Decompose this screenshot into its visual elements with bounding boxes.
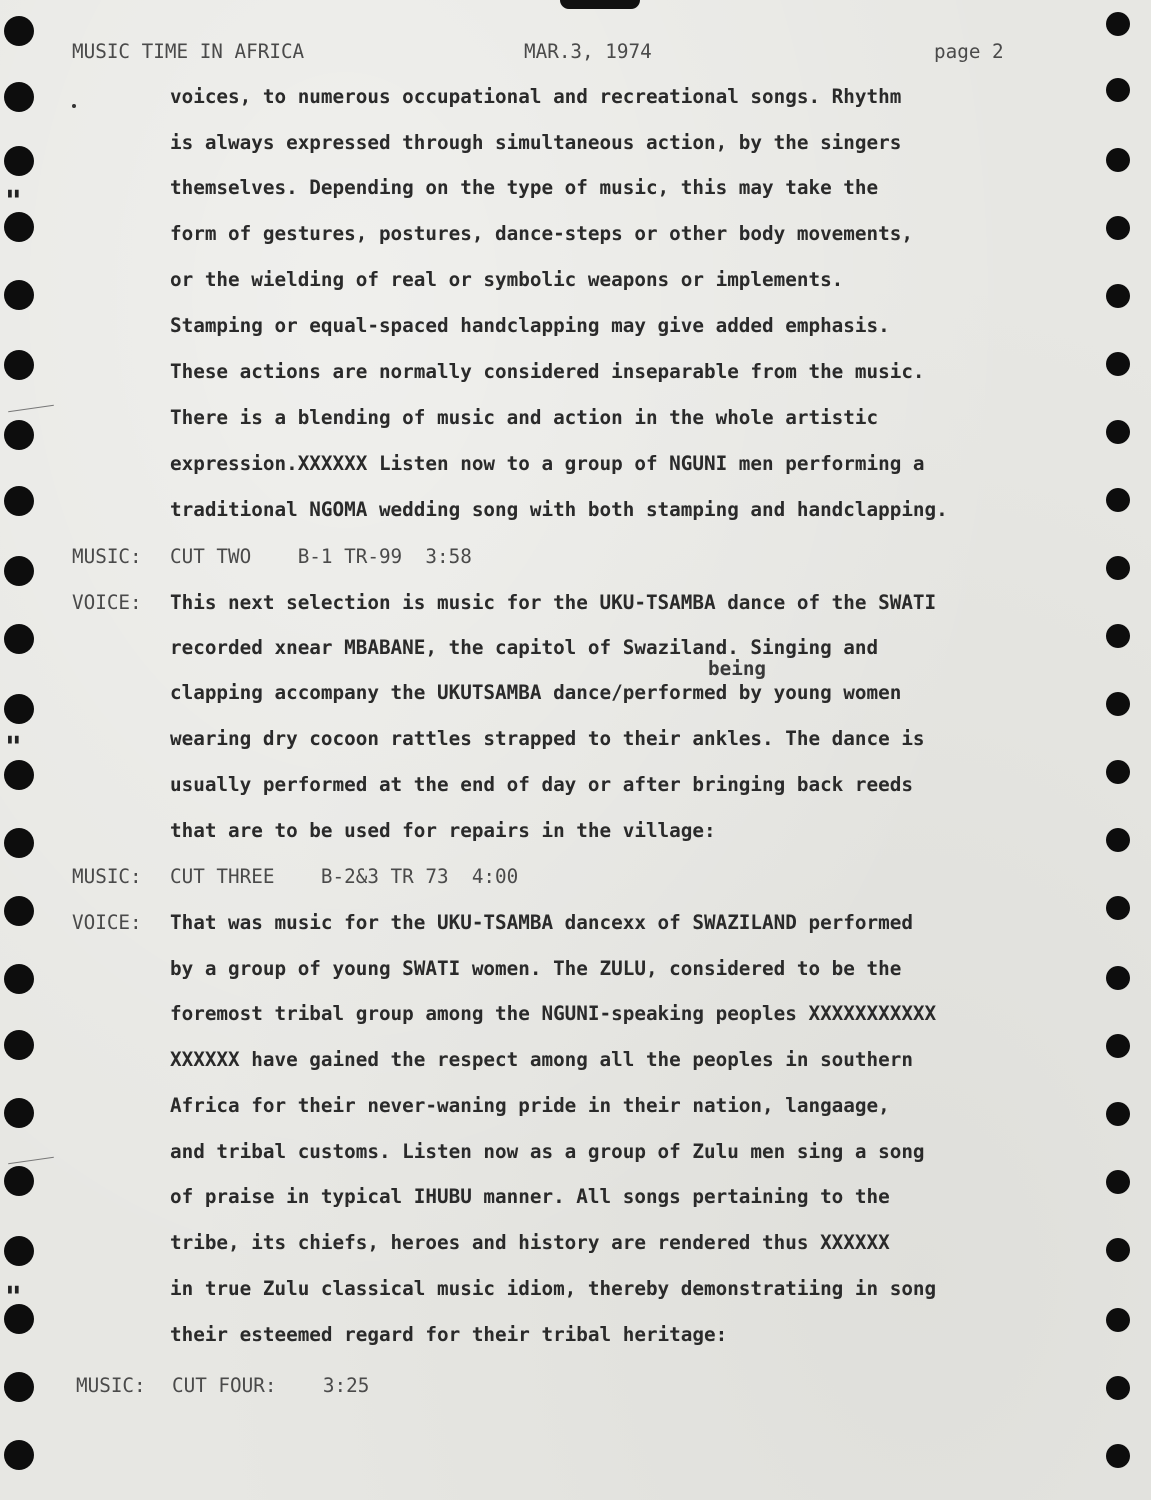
feed-hole	[4, 1030, 34, 1060]
body-line: is always expressed through simultaneous action, by the singers	[170, 131, 902, 154]
typed-insertion: being	[708, 657, 767, 680]
voice-label: VOICE:	[72, 591, 142, 614]
voice-line: and tribal customs. Listen now as a group of Zulu men sing a song	[170, 1140, 925, 1163]
music-cue-text: CUT TWO B-1 TR-99 3:58	[170, 545, 472, 568]
voice-line: their esteemed regard for their tribal heritage:	[170, 1323, 728, 1346]
feed-hole	[1106, 1308, 1130, 1332]
feed-hole	[1106, 352, 1130, 376]
header-page-number: page 2	[934, 40, 1004, 63]
feed-hole	[1106, 828, 1130, 852]
voice-line: That was music for the UKU-TSAMBA dancexx of SWAZILAND performed	[170, 911, 913, 934]
left-tractor-holes	[0, 0, 40, 1500]
feed-hole	[4, 1098, 34, 1128]
feed-hole	[1106, 966, 1130, 990]
feed-hole	[4, 420, 34, 450]
body-line: expression.XXXXXX Listen now to a group of NGUNI men performing a	[170, 452, 925, 475]
music-cue-label: MUSIC:	[72, 865, 142, 888]
page-top-tab	[560, 0, 640, 9]
feed-hole	[1106, 1102, 1130, 1126]
feed-hole	[1106, 12, 1130, 36]
feed-hole	[4, 964, 34, 994]
voice-line: XXXXXX have gained the respect among all the peoples in southern	[170, 1048, 913, 1071]
voice-line: Africa for their never-waning pride in their nation, langaage,	[170, 1094, 890, 1117]
voice-line: that are to be used for repairs in the village:	[170, 819, 716, 842]
feed-hole	[1106, 216, 1130, 240]
feed-hole	[4, 828, 34, 858]
body-line: form of gestures, postures, dance-steps or other body movements,	[170, 222, 913, 245]
feed-hole	[4, 694, 34, 724]
feed-hole	[4, 1166, 34, 1196]
feed-hole	[4, 486, 34, 516]
body-line: voices, to numerous occupational and recreational songs. Rhythm	[170, 85, 902, 108]
feed-hole	[1106, 78, 1130, 102]
feed-hole	[4, 624, 34, 654]
ink-dot	[72, 104, 76, 108]
body-line: or the wielding of real or symbolic weapons or implements.	[170, 268, 844, 291]
right-tractor-holes	[1104, 0, 1144, 1500]
music-cue-label: MUSIC:	[76, 1374, 146, 1397]
feed-hole	[4, 146, 34, 176]
voice-line: wearing dry cocoon rattles strapped to their ankles. The dance is	[170, 727, 925, 750]
feed-hole	[4, 760, 34, 790]
feed-hole	[4, 1236, 34, 1266]
feed-hole	[4, 896, 34, 926]
music-cue-text: CUT THREE B-2&3 TR 73 4:00	[170, 865, 519, 888]
feed-hole	[1106, 1170, 1130, 1194]
body-line: themselves. Depending on the type of music, this may take the	[170, 176, 879, 199]
music-cue-text: CUT FOUR: 3:25	[172, 1374, 370, 1397]
feed-hole	[1106, 1376, 1130, 1400]
feed-hole	[1106, 488, 1130, 512]
body-line: traditional NGOMA wedding song with both stamping and handclapping.	[170, 498, 948, 521]
voice-line: tribe, its chiefs, heroes and history are rendered thus XXXXXX	[170, 1231, 890, 1254]
body-line: These actions are normally considered inseparable from the music.	[170, 360, 925, 383]
header-date: MAR.3, 1974	[524, 40, 652, 63]
body-line: There is a blending of music and action in the whole artistic	[170, 406, 879, 429]
feed-hole	[1106, 148, 1130, 172]
voice-line: foremost tribal group among the NGUNI-speaking peoples XXXXXXXXXXX	[170, 1002, 937, 1025]
feed-hole	[1106, 692, 1130, 716]
feed-hole	[1106, 1034, 1130, 1058]
voice-line: clapping accompany the UKUTSAMBA dance/performed by young women	[170, 681, 902, 704]
feed-hole	[4, 1372, 34, 1402]
feed-hole	[1106, 284, 1130, 308]
voice-line: recorded xnear MBABANE, the capitol of Swaziland. Singing and	[170, 636, 879, 659]
header-title: MUSIC TIME IN AFRICA	[72, 40, 305, 63]
feed-hole	[1106, 1238, 1130, 1262]
feed-hole	[4, 556, 34, 586]
feed-hole	[1106, 556, 1130, 580]
body-line: Stamping or equal-spaced handclapping may give added emphasis.	[170, 314, 890, 337]
feed-hole	[1106, 896, 1130, 920]
feed-hole	[1106, 420, 1130, 444]
music-cue-label: MUSIC:	[72, 545, 142, 568]
voice-line: in true Zulu classical music idiom, thereby demonstratiing in song	[170, 1277, 937, 1300]
voice-line: This next selection is music for the UKU-TSAMBA dance of the SWATI	[170, 591, 937, 614]
gutter-tick-mark: ▮▮	[6, 732, 20, 747]
gutter-tick-mark: ▮▮	[6, 186, 20, 201]
voice-label: VOICE:	[72, 911, 142, 934]
feed-hole	[4, 212, 34, 242]
voice-line: of praise in typical IHUBU manner. All songs pertaining to the	[170, 1185, 890, 1208]
feed-hole	[4, 280, 34, 310]
feed-hole	[1106, 624, 1130, 648]
feed-hole	[4, 350, 34, 380]
voice-line: by a group of young SWATI women. The ZULU, considered to be the	[170, 957, 902, 980]
feed-hole	[4, 16, 34, 46]
feed-hole	[4, 1304, 34, 1334]
feed-hole	[4, 82, 34, 112]
gutter-tick-mark: ▮▮	[6, 1282, 20, 1297]
feed-hole	[1106, 760, 1130, 784]
feed-hole	[1106, 1444, 1130, 1468]
voice-line: usually performed at the end of day or after bringing back reeds	[170, 773, 913, 796]
feed-hole	[4, 1440, 34, 1470]
